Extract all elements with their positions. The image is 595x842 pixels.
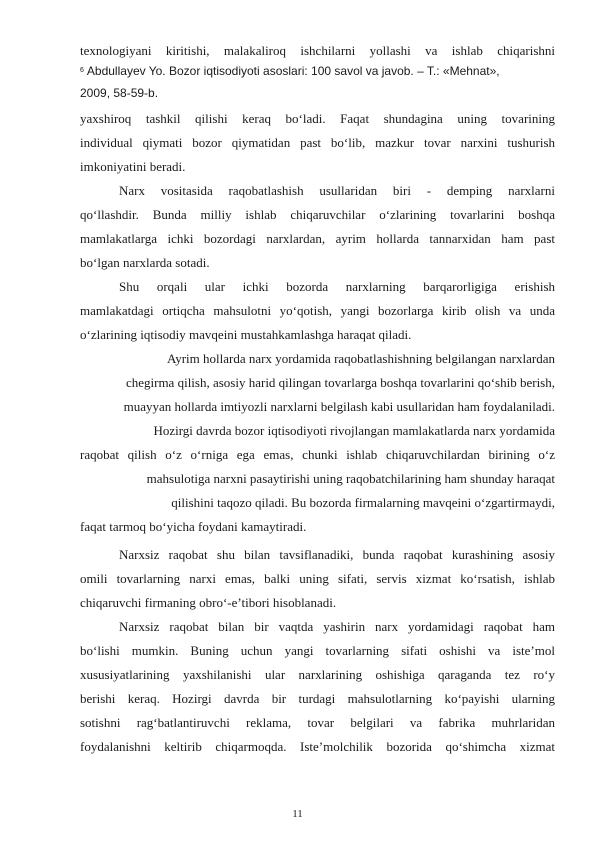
text-line: Narx vositasida raqobatlashish usullaridan biri - demping narxlarni: [119, 183, 555, 198]
text-line: bo‘lgan narxlarda sotadi.: [80, 255, 210, 270]
text-line: imkoniyatini beradi.: [80, 159, 186, 174]
text-line: mamlakatlarga ichki bozordagi narxlardan, ayrim hollarda tannarxidan ham past: [80, 231, 555, 246]
text-line: raqobat qilish o‘z o‘rniga ega emas, chunki ishlab chiqaruvchilardan birining o‘z: [80, 447, 555, 462]
text-line: qilishini taqozo qiladi. Bu bozorda firmalarning mavqeini o‘zgartirmaydi,: [171, 495, 555, 510]
text-line: foydalanishni keltirib chiqarmoqda. Iste’molchilik bozorida qo‘shimcha xizmat: [80, 739, 555, 754]
text-line: Shu orqali ular ichki bozorda narxlarning barqarorligiga erishish: [119, 279, 555, 294]
text-line: Narxsiz raqobat shu bilan tavsiflanadiki, bunda raqobat kurashining asosiy: [119, 547, 555, 562]
page-number: 11: [292, 808, 303, 820]
text-line: mahsulotiga narxni pasaytirishi uning raqobatchilarining ham shunday haraqat: [146, 471, 555, 486]
text-line: faqat tarmoq bo‘yicha foydani kamaytiradi.: [80, 519, 307, 534]
footnote-mark: 6: [80, 67, 84, 74]
text-line: o‘zlarining iqtisodiy mavqeini mustahkamlashga haraqat qiladi.: [80, 327, 412, 342]
text-line: omili tovarlarning narxi emas, balki uning sifati, servis xizmat ko‘rsatish, ishlab: [80, 571, 555, 586]
text-line: individual qiymati bozor qiymatidan past bo‘lib, mazkur tovar narxini tushurish: [80, 135, 555, 150]
text-line: chiqaruvchi firmaning obro‘-e’tibori hisoblanadi.: [80, 595, 337, 610]
text-line: Narxsiz raqobat bilan bir vaqtda yashirin narx yordamidagi raqobat ham: [119, 619, 555, 634]
text-line: bo‘lishi mumkin. Buning uchun yangi tovarlarning sifati oshishi va iste’mol: [80, 643, 555, 658]
text-line: Ayrim hollarda narx yordamida raqobatlashishning belgilangan narxlardan: [167, 351, 555, 366]
text-line: berishi keraq. Hozirgi davrda bir turdagi mahsulotlarning ko‘payishi ularning: [80, 691, 555, 706]
footnote-text: Abdullayev Yo. Bozor iqtisodiyoti asoslari: 100 savol va javob. – T.: «Mehnat»,: [86, 64, 500, 78]
text-line: mamlakatdagi ortiqcha mahsulotni yo‘qotish, yangi bozorlarga kirib olish va unda: [80, 303, 555, 318]
text-line: xususiyatlarining yaxshilanishi ular narxlarining oshishiga qaraganda tez ro‘y: [80, 667, 555, 682]
text-line: muayyan hollarda imtiyozli narxlarni belgilash kabi usullaridan ham foydalaniladi.: [123, 399, 555, 414]
text-line: yaxshiroq tashkil qilishi keraq bo‘ladi. Faqat shundagina uning tovarining: [80, 111, 555, 126]
text-line: Hozirgi davrda bozor iqtisodiyoti rivojlangan mamlakatlarda narx yordamida: [153, 423, 555, 438]
footnote-line: 2009, 58-59-b.: [80, 86, 159, 100]
footnote-line: [80, 61, 555, 81]
text-line: qo‘llashdir. Bunda milliy ishlab chiqaruvchilar o‘zlarining tovarlarini boshqa: [80, 207, 555, 222]
text-line: texnologiyani kiritishi, malakaliroq ishchilarni yollashi va ishlab chiqarishni: [80, 43, 555, 58]
text-line: sotishni rag‘batlantiruvchi reklama, tovar belgilari va fabrika muhrlaridan: [80, 715, 555, 730]
text-line: chegirma qilish, asosiy harid qilingan tovarlarga boshqa tovarlarini qo‘shib berish,: [125, 375, 555, 390]
